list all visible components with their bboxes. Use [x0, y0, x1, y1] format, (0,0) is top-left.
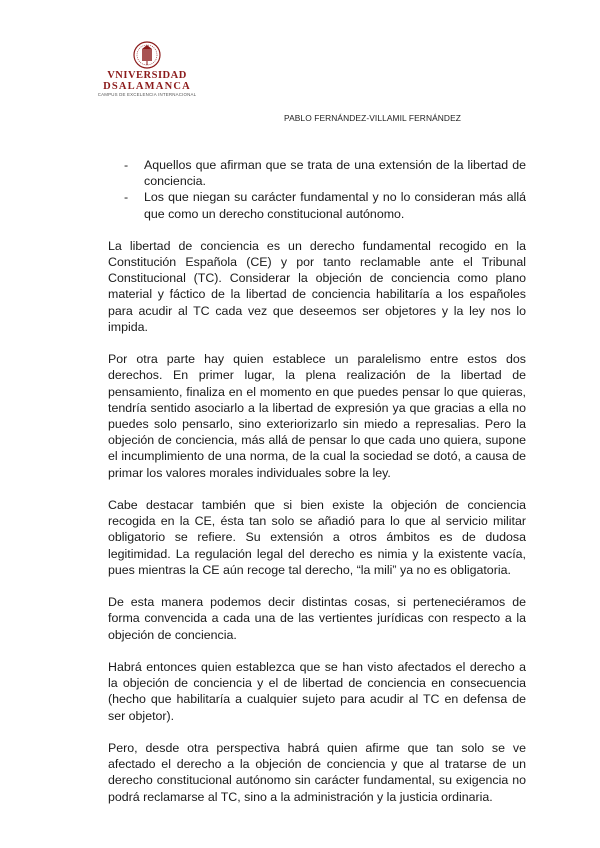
- bullet-list: [108, 157, 526, 222]
- paragraph: La libertad de conciencia es un derecho fundamental recogido en la Constitución Española (CE) y por tanto reclamable ante el Tribunal Constitucional (TC). Considerar la objeción de conciencia como plano material y fáctico de la libertad de conciencia habilitaría a los españoles para acudir al TC cada vez que deseemos ser objetores y la ley nos lo impida.: [108, 238, 526, 334]
- bullet-text: Aquellos que afirman que se trata de una extensión de la libertad de conciencia.: [144, 158, 526, 189]
- paragraph: Cabe destacar también que si bien existe la objeción de conciencia recogida en la CE, ésta tan solo se añadió para lo que al servicio militar obligatorio se refiere. Su extensión a otros ámbitos es de dudosa legitimidad. La regulación legal del derecho es nimia y la existente vacía, pues mientras la CE aún recoge tal derecho, “la mili” ya no es obligatoria.: [108, 498, 526, 577]
- paragraph: Habrá entonces quien establezca que se han visto afectados el derecho a la objeción de conciencia y el de libertad de conciencia en consecuencia (hecho que habilitaría a cualquier sujeto para acudir al TC en defensa de ser objetor).: [108, 660, 526, 723]
- logo-line-1: VNIVERSIDAD: [107, 70, 187, 81]
- header-author: PABLO FERNÁNDEZ-VILLAMIL FERNÁNDEZ: [284, 113, 461, 123]
- university-seal-icon: [133, 40, 161, 70]
- list-item: [108, 189, 526, 221]
- logo-line-3: CAMPUS DE EXCELENCIA INTERNACIONAL: [97, 92, 197, 97]
- bullet-text: Los que niegan su carácter fundamental y no lo consideran más allá que como un derecho constitucional autónomo.: [144, 190, 526, 221]
- paragraph: Pero, desde otra perspectiva habrá quien afirme que tan solo se ve afectado el derecho a la objeción de conciencia y que al tratarse de un derecho constitucional autónomo sin carácter fundamental, su exigencia no podrá reclamarse al TC, sino a la administración y la justicia ordinaria.: [108, 741, 526, 804]
- bullet-dash: -: [124, 190, 129, 205]
- bullet-dash: -: [124, 158, 129, 172]
- logo-line-2: DSALAMANCA: [103, 81, 191, 92]
- page-body: [108, 157, 526, 821]
- paragraph: De esta manera podemos decir distintas cosas, si perteneciéramos de forma convencida a cada una de las vertientes jurídicas con respecto a la objeción de conciencia.: [108, 595, 526, 642]
- list-item: [108, 157, 526, 189]
- university-logo: [92, 40, 202, 104]
- paragraph: Por otra parte hay quien establece un paralelismo entre estos dos derechos. En primer lugar, la plena realización de la libertad de pensamiento, finaliza en el momento en que puedes pensar lo que quieras, tendría sentido asociarlo a la libertad de expresión ya que gracias a ella no puedes solo pensarlo, sino exteriorizarlo sin miedo a represalias. Pero la objeción de conciencia, más allá de pensar lo que cada uno quiera, supone el incumplimiento de una norma, de la cual la sociedad se dotó, a causa de primar los valores morales individuales sobre la ley.: [108, 352, 526, 480]
